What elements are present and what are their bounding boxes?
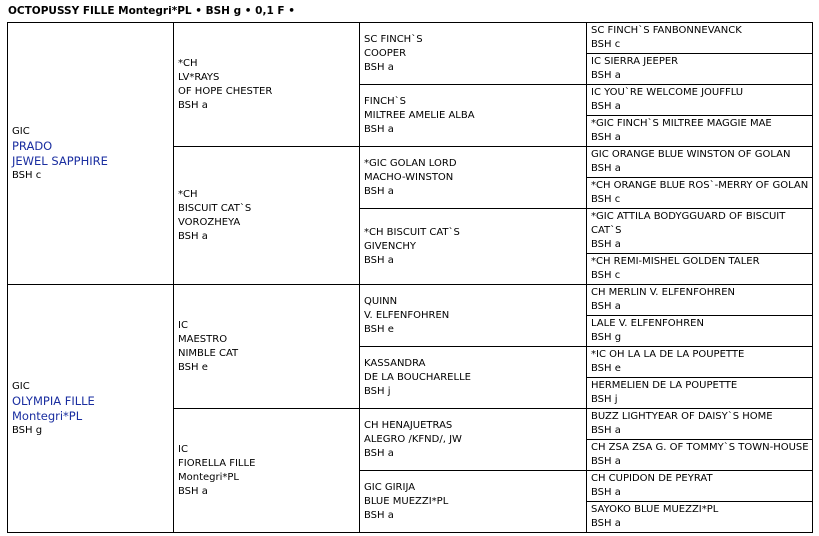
gen4-name: *CH ORANGE BLUE ROS`-MERRY OF GOLAN <box>591 180 809 191</box>
great-grandparent-cell <box>359 346 587 409</box>
dam-breed: BSH g <box>12 424 43 436</box>
grandparent-cell <box>173 22 360 147</box>
great-grandparent-cell <box>359 208 587 285</box>
grandparent-line1: IC <box>178 443 188 455</box>
gen4-name: *CH REMI-MISHEL GOLDEN TALER <box>591 256 760 267</box>
gen4-name: BUZZ LIGHTYEAR OF DAISY`S HOME <box>591 411 773 422</box>
ggp-line2: V. ELFENFOHREN <box>364 309 450 321</box>
great-grandparent-cell <box>359 470 587 533</box>
gen4-breed: BSH a <box>591 101 621 112</box>
ggp-line1: KASSANDRA <box>364 357 426 369</box>
gen4-breed: BSH e <box>591 363 621 374</box>
sire-prefix: GIC <box>12 125 30 137</box>
sire-cell <box>7 22 174 285</box>
ggp-line1: *CH BISCUIT CAT`S <box>364 226 460 238</box>
ggp-breed: BSH a <box>364 254 394 266</box>
grandparent-line2: BISCUIT CAT`S <box>178 202 252 214</box>
ggp-breed: BSH a <box>364 123 394 135</box>
gen4-cell <box>586 470 813 502</box>
ggp-line1: GIC GIRIJA <box>364 481 416 493</box>
ggp-line2: ALEGRO /KFND/, JW <box>364 433 462 445</box>
gen4-name: CH CUPIDON DE PEYRAT <box>591 473 713 484</box>
gen4-breed: BSH a <box>591 456 621 467</box>
gen4-breed: BSH a <box>591 70 621 81</box>
gen4-cell <box>586 177 813 209</box>
dam-prefix: GIC <box>12 380 30 392</box>
gen4-cell <box>586 439 813 471</box>
ggp-line1: *GIC GOLAN LORD <box>364 157 457 169</box>
gen4-breed: BSH a <box>591 239 621 250</box>
grandparent-line1: *CH <box>178 57 198 69</box>
dam-name-line2: Montegri*PL <box>12 408 83 423</box>
grandparent-line3: Montegri*PL <box>178 471 239 483</box>
ggp-line1: SC FINCH`S <box>364 33 423 45</box>
ggp-line1: QUINN <box>364 295 398 307</box>
gen4-name: IC SIERRA JEEPER <box>591 56 679 67</box>
sire-name-line1: PRADO <box>12 138 53 153</box>
ggp-line2: GIVENCHY <box>364 240 416 252</box>
dam-name-line1: OLYMPIA FILLE <box>12 393 95 408</box>
gen4-cell <box>586 22 813 54</box>
dam-cell <box>7 284 174 533</box>
ggp-breed: BSH a <box>364 185 394 197</box>
ggp-line2: BLUE MUEZZI*PL <box>364 495 449 507</box>
grandparent-line3: NIMBLE CAT <box>178 347 239 359</box>
grandparent-line2: MAESTRO <box>178 333 228 345</box>
gen4-name: *GIC FINCH`S MILTREE MAGGIE MAE <box>591 118 772 129</box>
gen4-cell <box>586 284 813 316</box>
great-grandparent-cell <box>359 22 587 85</box>
gen4-cell <box>586 146 813 178</box>
gen4-breed: BSH a <box>591 301 621 312</box>
grandparent-cell <box>173 284 360 409</box>
gen4-breed: BSH a <box>591 132 621 143</box>
ggp-line2: COOPER <box>364 47 407 59</box>
grandparent-line1: IC <box>178 319 188 331</box>
gen4-breed: BSH j <box>591 394 618 405</box>
gen4-name: IC YOU`RE WELCOME JOUFFLU <box>591 87 744 98</box>
grandparent-breed: BSH a <box>178 230 208 242</box>
grandparent-line1: *CH <box>178 188 198 200</box>
grandparent-line2: FIORELLA FILLE <box>178 457 256 469</box>
ggp-breed: BSH j <box>364 385 391 397</box>
gen4-cell <box>586 53 813 85</box>
grandparent-breed: BSH a <box>178 99 208 111</box>
grandparent-cell <box>173 146 360 285</box>
gen4-name: CH MERLIN V. ELFENFOHREN <box>591 287 735 298</box>
grandparent-line2: LV*RAYS <box>178 71 220 83</box>
ggp-line2: MACHO-WINSTON <box>364 171 454 183</box>
gen4-cell <box>586 408 813 440</box>
gen4-breed: BSH c <box>591 270 621 281</box>
gen4-breed: BSH a <box>591 518 621 529</box>
gen4-name: *GIC ATTILA BODYGGUARD OF BISCUIT CAT`S <box>591 211 786 236</box>
great-grandparent-cell <box>359 408 587 471</box>
ggp-breed: BSH a <box>364 61 394 73</box>
gen4-cell <box>586 115 813 147</box>
gen4-name: LALE V. ELFENFOHREN <box>591 318 704 329</box>
great-grandparent-cell <box>359 284 587 347</box>
gen4-breed: BSH a <box>591 163 621 174</box>
gen4-cell <box>586 346 813 378</box>
gen4-cell <box>586 501 813 533</box>
grandparent-breed: BSH a <box>178 485 208 497</box>
gen4-breed: BSH c <box>591 39 621 50</box>
grandparent-cell <box>173 408 360 533</box>
grandparent-breed: BSH e <box>178 361 208 373</box>
gen4-breed: BSH c <box>591 194 621 205</box>
gen4-name: SC FINCH`S FANBONNEVANCK <box>591 25 742 36</box>
gen4-breed: BSH a <box>591 425 621 436</box>
gen4-cell <box>586 377 813 409</box>
gen4-name: *IC OH LA LA DE LA POUPETTE <box>591 349 745 360</box>
gen4-cell <box>586 208 813 254</box>
ggp-line2: MILTREE AMELIE ALBA <box>364 109 475 121</box>
gen4-name: SAYOKO BLUE MUEZZI*PL <box>591 504 719 515</box>
grandparent-line3: OF HOPE CHESTER <box>178 85 273 97</box>
gen4-name: CH ZSA ZSA G. OF TOMMY`S TOWN-HOUSE <box>591 442 809 453</box>
ggp-line2: DE LA BOUCHARELLE <box>364 371 471 383</box>
ggp-line1: FINCH`S <box>364 95 407 107</box>
sire-name-line2: JEWEL SAPPHIRE <box>12 153 108 168</box>
great-grandparent-cell <box>359 84 587 147</box>
gen4-breed: BSH a <box>591 487 621 498</box>
gen4-cell <box>586 84 813 116</box>
gen4-name: HERMELIEN DE LA POUPETTE <box>591 380 738 391</box>
ggp-line1: CH HENAJUETRAS <box>364 419 453 431</box>
pedigree-title: OCTOPUSSY FILLE Montegri*PL • BSH g • 0,1 F • <box>8 5 295 17</box>
ggp-breed: BSH a <box>364 509 394 521</box>
gen4-cell <box>586 253 813 285</box>
gen4-breed: BSH g <box>591 332 622 343</box>
gen4-name: GIC ORANGE BLUE WINSTON OF GOLAN <box>591 149 791 160</box>
gen4-cell <box>586 315 813 347</box>
ggp-breed: BSH e <box>364 323 394 335</box>
ggp-breed: BSH a <box>364 447 394 459</box>
sire-breed: BSH c <box>12 169 42 181</box>
grandparent-line3: VOROZHEYA <box>178 216 241 228</box>
great-grandparent-cell <box>359 146 587 209</box>
